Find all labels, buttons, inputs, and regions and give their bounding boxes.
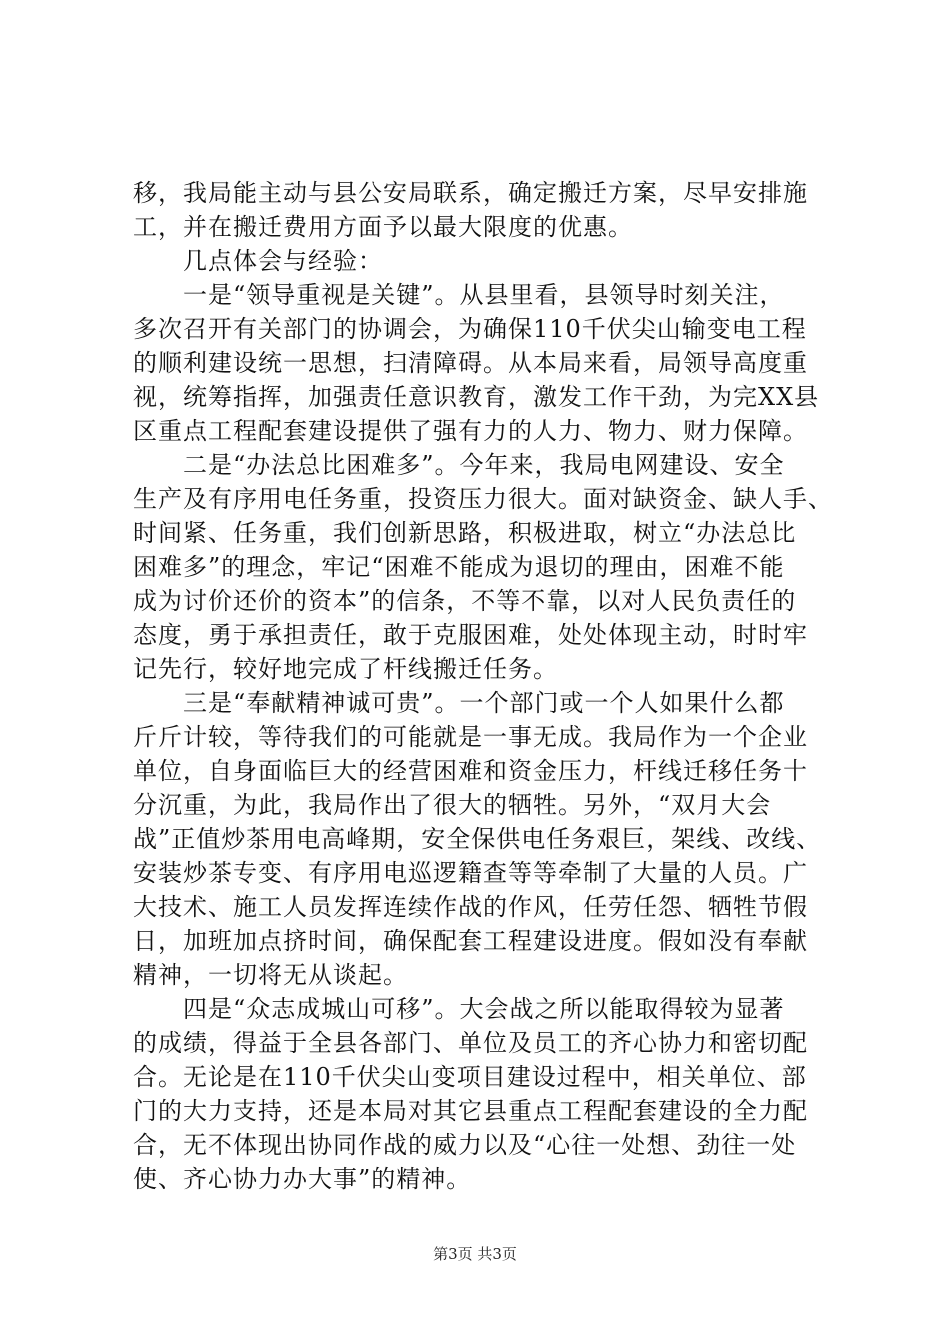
text-line: 的成绩，得益于全县各部门、单位及员工的齐心协力和密切配	[133, 1029, 808, 1057]
text-line: 工，并在搬迁费用方面予以最大限度的优惠。	[133, 213, 633, 241]
text-line: 时间紧、任务重，我们创新思路，积极进取，树立“办法总比	[133, 519, 797, 547]
text-line: 态度，勇于承担责任，敢于克服困难，处处体现主动，时时牢	[133, 621, 808, 649]
text-line: 一是“领导重视是关键”。从县里看，县领导时刻关注，	[183, 281, 785, 309]
body-text	[133, 176, 833, 1196]
text-line: 合。无论是在110千伏尖山变项目建设过程中，相关单位、部	[133, 1063, 807, 1091]
text-line: 生产及有序用电任务重，投资压力很大。面对缺资金、缺人手、	[133, 485, 833, 513]
text-line: 斤斤计较，等待我们的可能就是一事无成。我局作为一个企业	[133, 723, 808, 751]
text-line: 使、齐心协力办大事”的精神。	[133, 1165, 472, 1193]
text-line: 区重点工程配套建设提供了强有力的人力、物力、财力保障。	[133, 417, 808, 445]
section-heading: 几点体会与经验：	[183, 247, 383, 275]
text-line: 三是“奉献精神诚可贵”。一个部门或一个人如果什么都	[183, 689, 785, 717]
text-line: 四是“众志成城山可移”。大会战之所以能取得较为显著	[183, 995, 785, 1023]
text-line: 移，我局能主动与县公安局联系，确定搬迁方案，尽早安排施	[133, 179, 808, 207]
text-line: 精神，一切将无从谈起。	[133, 961, 408, 989]
text-line: 多次召开有关部门的协调会，为确保110千伏尖山输变电工程	[133, 315, 807, 343]
text-line: 分沉重，为此，我局作出了很大的牺牲。另外，“双月大会	[133, 791, 772, 819]
text-line: 困难多”的理念，牢记“困难不能成为退切的理由，困难不能	[133, 553, 785, 581]
page-number-footer: 第3页 共3页	[433, 1245, 517, 1263]
text-line: 成为讨价还价的资本”的信条，不等不靠，以对人民负责任的	[133, 587, 797, 615]
text-line: 单位，自身面临巨大的经营困难和资金压力，杆线迁移任务十	[133, 757, 808, 785]
text-line: 记先行，较好地完成了杆线搬迁任务。	[133, 655, 558, 683]
text-line: 大技术、施工人员发挥连续作战的作风，任劳任怨、牺牲节假	[133, 893, 808, 921]
text-line: 门的大力支持，还是本局对其它县重点工程配套建设的全力配	[133, 1097, 808, 1125]
text-line: 安装炒茶专变、有序用电巡逻籍查等等牵制了大量的人员。广	[133, 859, 808, 887]
text-line: 合，无不体现出协同作战的威力以及“心往一处想、劲往一处	[133, 1131, 797, 1159]
text-line: 视，统筹指挥，加强责任意识教育，激发工作干劲，为完XX县	[133, 383, 820, 411]
text-line: 日，加班加点挤时间，确保配套工程建设进度。假如没有奉献	[133, 927, 808, 955]
text-line: 战”正值炒茶用电高峰期，安全保供电任务艰巨，架线、改线、	[133, 825, 822, 853]
text-line: 的顺利建设统一思想，扫清障碍。从本局来看，局领导高度重	[133, 349, 808, 377]
text-line: 二是“办法总比困难多”。今年来，我局电网建设、安全	[183, 451, 785, 479]
